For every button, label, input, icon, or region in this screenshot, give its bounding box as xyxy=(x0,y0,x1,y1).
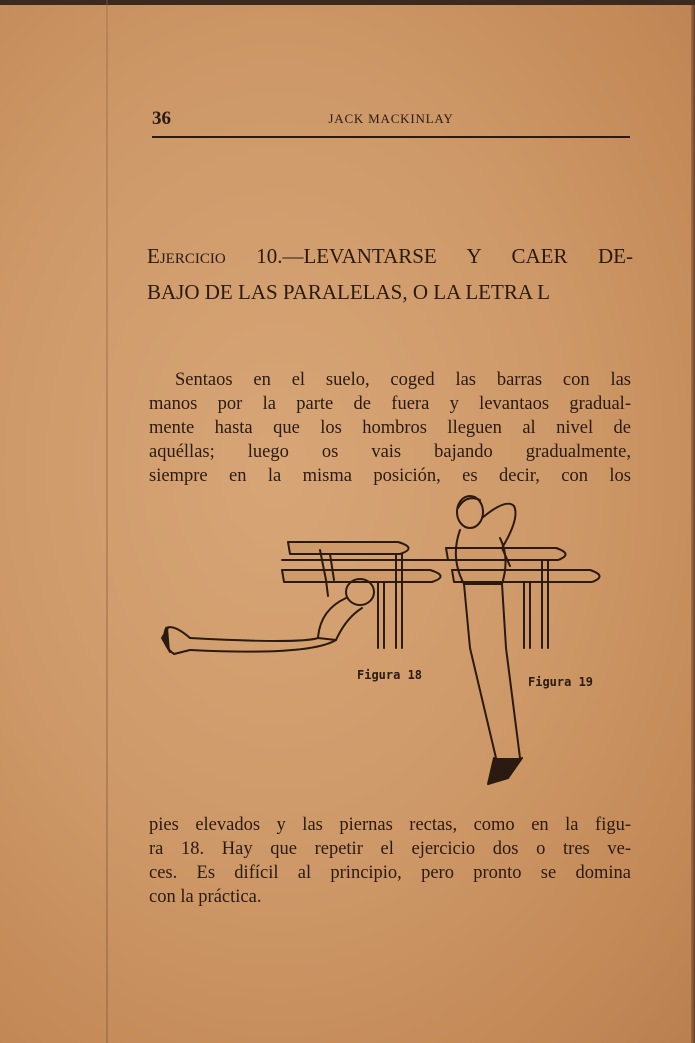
fig18-parallel-bars xyxy=(282,542,450,648)
paragraph-2 xyxy=(149,813,631,909)
paragraph-line: ces. Es difícil al principio, pero pronto se domina xyxy=(149,863,631,883)
binding-gutter-line xyxy=(106,0,108,1043)
paragraph-line: pies elevados y las piernas rectas, como en la figu- xyxy=(149,815,631,835)
running-head: JACK MACKINLAY xyxy=(328,111,454,126)
paragraph-line: manos por la parte de fuera y levantaos gradual- xyxy=(149,394,631,414)
title-line-2: BAJO DE LAS PARALELAS, O LA LETRA L xyxy=(147,280,550,304)
paragraph-line: ra 18. Hay que repetir el ejercicio dos o tres ve- xyxy=(149,839,631,859)
parallel-bars-illustration xyxy=(150,488,640,798)
title-line-1-text: 10.—LEVANTARSE Y CAER DE- xyxy=(256,244,634,268)
page-right-edge xyxy=(691,0,695,1043)
paragraph-line: Sentaos en el suelo, coged las barras con las xyxy=(175,370,631,390)
fig19-athlete xyxy=(456,496,522,784)
page-top-edge xyxy=(0,0,695,5)
page-header xyxy=(152,108,630,138)
title-line-1 xyxy=(147,238,633,274)
paragraph-1 xyxy=(149,368,631,488)
paragraph-line: siempre en la misma posición, es decir, con los xyxy=(149,466,631,486)
figure-18-caption: Figura 18 xyxy=(357,668,423,682)
title-lead: Ejercicio xyxy=(147,244,226,268)
paragraph-line: mente hasta que los hombros lleguen al nivel de xyxy=(149,418,631,438)
exercise-title xyxy=(147,238,633,310)
paragraph-line: aquéllas; luego os vais bajando gradualmente, xyxy=(149,442,631,462)
paragraph-line: con la práctica. xyxy=(149,887,262,907)
fig18-athlete xyxy=(162,550,374,654)
figure-19-caption: Figura 19 xyxy=(528,675,594,689)
page-number: 36 xyxy=(152,108,171,129)
